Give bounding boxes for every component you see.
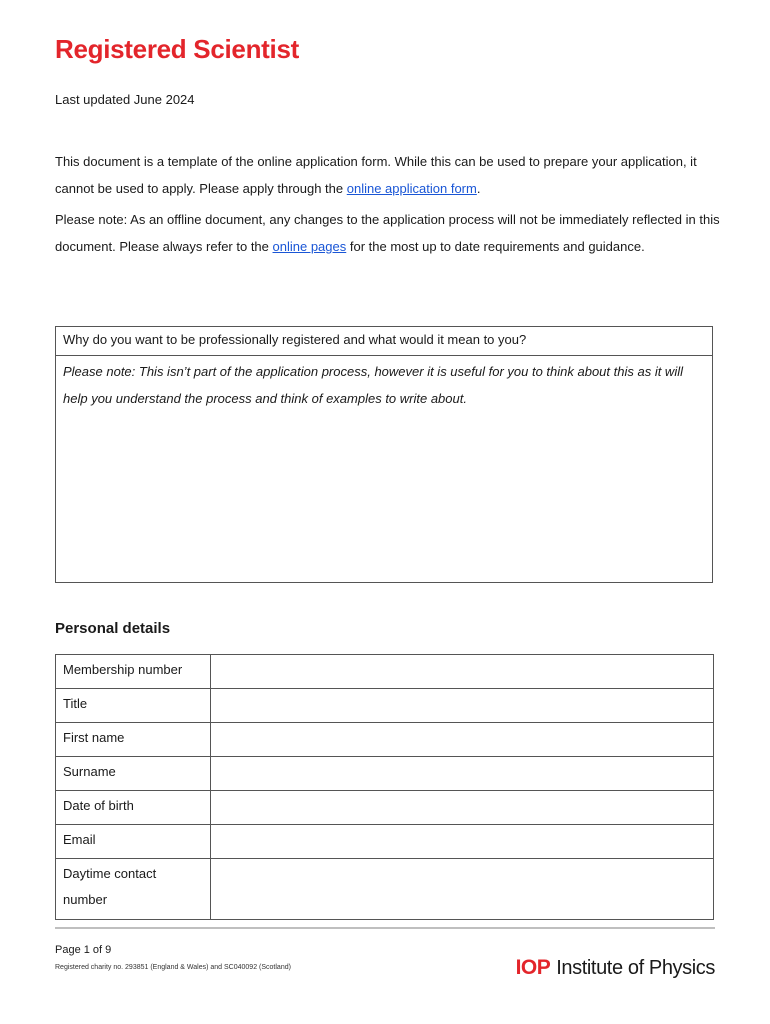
personal-details-heading: Personal details bbox=[55, 620, 171, 637]
page-title: Registered Scientist bbox=[55, 34, 299, 64]
membership-number-label: Membership number bbox=[56, 655, 211, 689]
last-updated: Last updated June 2024 bbox=[55, 92, 195, 107]
table-row bbox=[56, 723, 714, 757]
table-row bbox=[56, 859, 714, 920]
surname-field[interactable] bbox=[211, 757, 714, 791]
iop-logo bbox=[516, 956, 715, 980]
page-number: Page 1 of 9 bbox=[55, 944, 112, 956]
footer-divider bbox=[55, 927, 715, 929]
online-pages-link[interactable]: online pages bbox=[272, 239, 347, 254]
date-of-birth-field[interactable] bbox=[211, 791, 714, 825]
email-field[interactable] bbox=[211, 825, 714, 859]
intro-text: This document is a template of the online application form. While this can be used to prepare your application, it cannot be used to apply. Please apply through the bbox=[55, 154, 697, 196]
daytime-contact-number-field[interactable] bbox=[211, 859, 714, 920]
surname-label: Surname bbox=[56, 757, 211, 791]
first-name-field[interactable] bbox=[211, 723, 714, 757]
why-register-box bbox=[55, 326, 713, 583]
why-register-note[interactable]: Please note: This isn’t part of the application process, however it is useful for you to think about this as it will help you understand the process and think of examples to write about. bbox=[63, 364, 683, 406]
intro-text: Please note: As an offline document, any changes to the application process will not be immediately reflected in this document. Please always refer to the bbox=[55, 212, 720, 254]
first-name-label: First name bbox=[56, 723, 211, 757]
table-row bbox=[56, 791, 714, 825]
daytime-contact-number-label: Daytime contact number bbox=[56, 859, 211, 920]
date-of-birth-label: Date of birth bbox=[56, 791, 211, 825]
intro-paragraph-1 bbox=[55, 148, 720, 202]
table-row bbox=[56, 655, 714, 689]
table-row bbox=[56, 825, 714, 859]
online-application-form-link[interactable]: online application form bbox=[346, 181, 477, 196]
intro-text: for the most up to date requirements and guidance. bbox=[346, 239, 645, 254]
personal-details-table bbox=[55, 654, 714, 920]
intro-text: . bbox=[476, 181, 481, 196]
title-field[interactable] bbox=[211, 689, 714, 723]
table-row bbox=[56, 689, 714, 723]
table-row bbox=[56, 757, 714, 791]
iop-logo-mark: IOP bbox=[515, 956, 551, 979]
charity-notice: Registered charity no. 293851 (England & Wales) and SC040092 (Scotland) bbox=[55, 964, 291, 971]
email-label: Email bbox=[56, 825, 211, 859]
membership-number-field[interactable] bbox=[211, 655, 714, 689]
why-register-question: Why do you want to be professionally registered and what would it mean to you? bbox=[56, 327, 712, 356]
iop-logo-text: Institute of Physics bbox=[556, 957, 715, 979]
title-label: Title bbox=[56, 689, 211, 723]
intro-paragraph-2 bbox=[55, 206, 720, 260]
